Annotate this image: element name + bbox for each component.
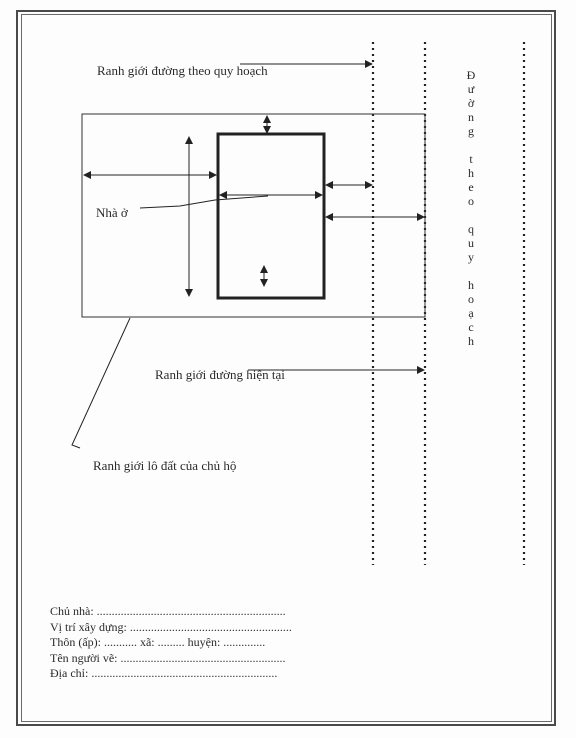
lot-boundary-leader [72,318,130,448]
address-field: Địa chỉ: .............................................................. [50,666,278,680]
house-label: Nhà ở [96,205,128,220]
village-field: Thôn (ấp): ........... xã: ......... huyện: .............. [50,635,266,649]
current-road-boundary-label: Ranh giới đường hiện tại [155,367,285,382]
house-leader-line [140,196,268,208]
planned-road-boundary-label: Ranh giới đường theo quy hoạch [97,63,268,78]
info-form [50,604,292,682]
lot-boundary-label: Ranh giới lô đất của chủ hộ [93,458,237,473]
planned-road-vertical-label: Đ ư ờ n g t h e o q u y h o ạ c h [466,68,476,348]
drawer-field: Tên người vẽ: ....................................................... [50,650,286,665]
owner-field: Chủ nhà: ............................................................... [50,604,286,618]
location-field: Vị trí xây dựng: ...................................................... [50,619,292,634]
house-rect [218,134,324,298]
